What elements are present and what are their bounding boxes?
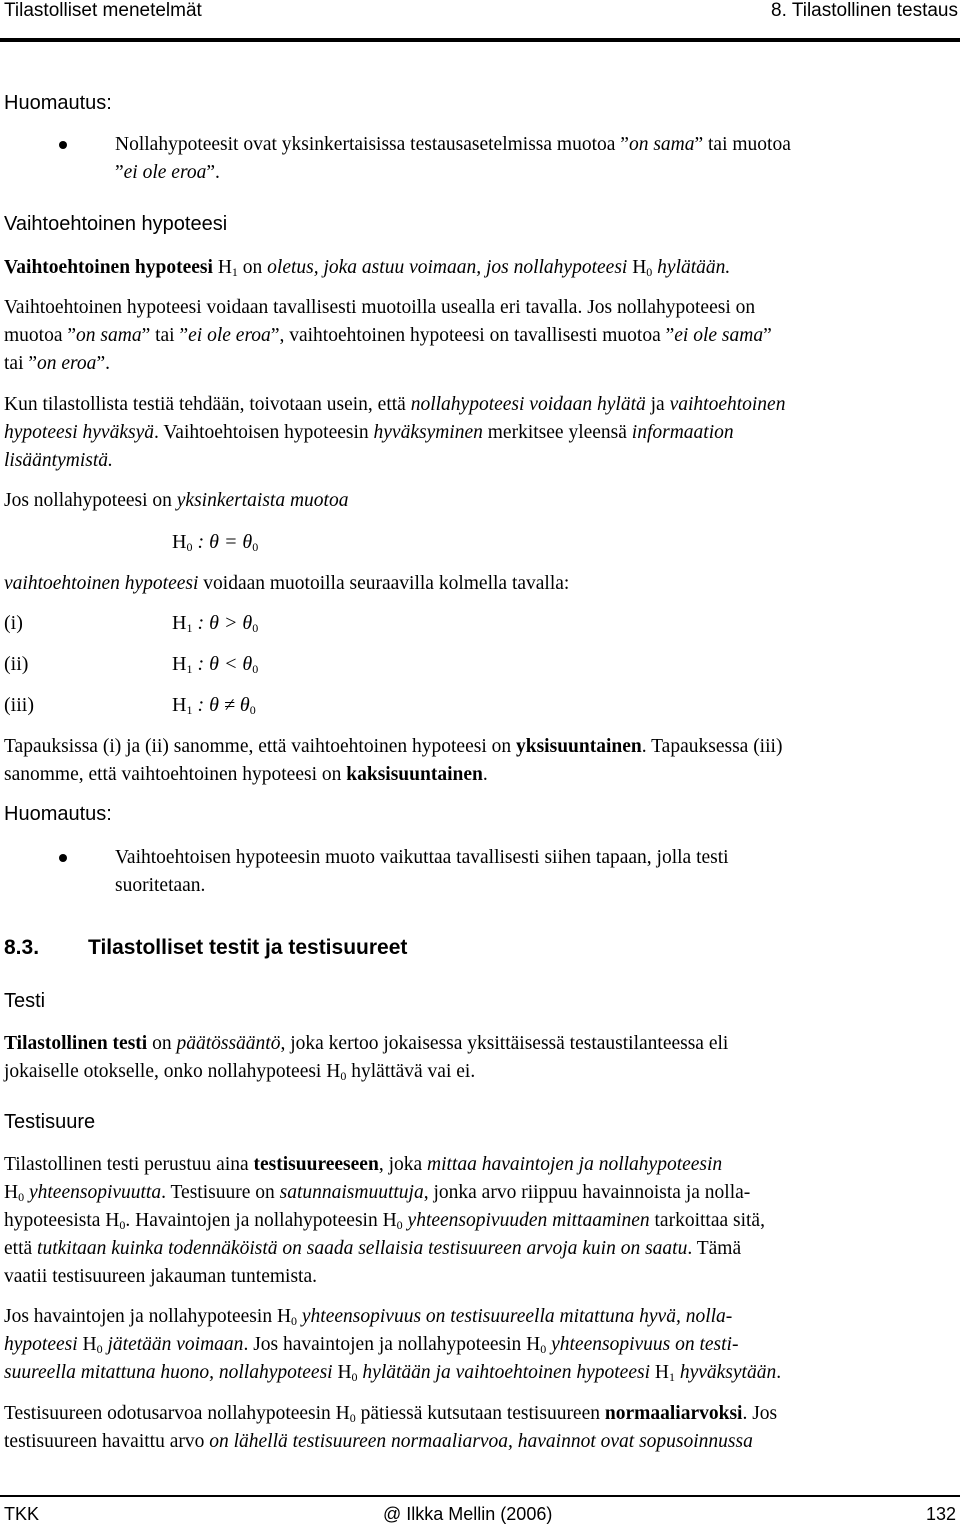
- testisuure-paragraph-1: Tilastollinen testi perustuu aina testisuureeseen, joka mittaa havaintojen ja nollahypoteesin $H_0$ yhteensopivuutta. Testisuure on satunnaismuuttuja, jonka arvo riippuu havainnoista ja nolla- hypoteesista $H_0$. Havaintojen ja nollahypoteesin $H_0$ yhteensopivuuden mittaaminen tarkoittaa sitä, että tutkitaan kuinka todennäköistä on saada sellaisia testisuureen arvoja kuin on saatu. Tämä vaatii testisuureen jakauman tuntemista.: [4, 1154, 765, 1287]
- note-title: Huomautus:: [4, 92, 112, 114]
- case-equation: $H_1$ : $\theta > \theta_0$: [172, 612, 259, 635]
- header-left: Tilastolliset menetelmät: [4, 0, 202, 21]
- note-bullet-text: Vaihtoehtoisen hypoteesin muoto vaikuttaa tavallisesti siihen tapaan, jolla testi suoritetaan.: [115, 847, 729, 896]
- subheading-testi: Testi: [4, 990, 46, 1012]
- testisuure-paragraph-3: Testisuureen odotusarvoa nollahypoteesin $H_0$ pätiessä kutsutaan testisuureen normaaliarvoksi. Jos testisuureen havaittu arvo on lähellä testisuureen normaaliarvoa, havainnot ovat sopusoinnussa: [4, 1403, 778, 1452]
- alt-paragraph-goal: Kun tilastollista testiä tehdään, toivotaan usein, että nollahypoteesi voidaan hylätä ja vaihtoehtoinen hypoteesi hyväksyä. Vaihtoehtoisen hypoteesin hyväksyminen merkitsee yleensä informaation lisääntymistä.: [4, 394, 786, 471]
- note-bullet-text: Nollahypoteesit ovat yksinkertaisissa testausasetelmissa muotoa ”on sama” tai muotoa ”ei ole eroa”.: [115, 134, 791, 183]
- section-heading-alternative: Vaihtoehtoinen hypoteesi: [4, 213, 228, 235]
- header-rule: [0, 38, 960, 42]
- testisuure-paragraph-2: Jos havaintojen ja nollahypoteesin $H_0$ yhteensopivuus on testisuureella mitattuna hyvä, nolla- hypoteesi $H_0$ jätetään voimaan. Jos havaintojen ja nollahypoteesin $H_0$ yhteensopivuus on testi- suureella mitattuna huono, nollahypoteesi $H_0$ hylätään ja vaihtoehtoinen hypoteesi $H_1$ hyväksytään.: [4, 1306, 782, 1384]
- header-right: 8. Tilastollinen testaus: [771, 0, 958, 21]
- section-number: 8.3.: [4, 936, 40, 959]
- bullet-icon: [59, 854, 67, 862]
- alt-paragraph-three-ways: vaihtoehtoinen hypoteesi voidaan muotoilla seuraavilla kolmella tavalla:: [4, 573, 570, 594]
- case-equation: $H_1$ : $\theta < \theta_0$: [172, 653, 259, 676]
- case-label: (i): [4, 612, 23, 634]
- section-title: Tilastolliset testit ja testisuureet: [88, 936, 408, 959]
- testi-paragraph: Tilastollinen testi on päätössääntö, joka kertoo jokaisessa yksittäisessä testaustilanteessa eli jokaiselle otokselle, onko nollahypoteesi $H_0$ hylättävä vai ei.: [4, 1033, 729, 1083]
- subheading-testisuure: Testisuure: [4, 1111, 96, 1133]
- note-title: Huomautus:: [4, 803, 112, 825]
- case-label: (ii): [4, 653, 29, 675]
- page-number: 132: [925, 1504, 956, 1524]
- case-equation: $H_1$ : $\theta \ne \theta_0$: [172, 694, 256, 717]
- alt-paragraph-forms: Vaihtoehtoinen hypoteesi voidaan tavallisesti muotoilla usealla eri tavalla. Jos nollahypoteesi on muotoa ”on sama” tai ”ei ole eroa”, vaihtoehtoinen hypoteesi on tavallisesti muotoa ”ei ole sama” tai ”on eroa”.: [4, 297, 772, 374]
- alt-paragraph-directions: Tapauksissa (i) ja (ii) sanomme, että vaihtoehtoinen hypoteesi on yksisuuntainen. Tapauksessa (iii) sanomme, että vaihtoehtoinen hypoteesi on kaksisuuntainen.: [4, 736, 783, 785]
- case-label: (iii): [4, 694, 34, 716]
- alt-paragraph-simple: Jos nollahypoteesi on yksinkertaista muotoa: [4, 490, 349, 511]
- footer-rule: [0, 1495, 960, 1497]
- footer-left: TKK: [4, 1504, 40, 1524]
- footer-center: @ Ilkka Mellin (2006): [383, 1504, 553, 1524]
- h0-equation: $H_0$ : $\theta = \theta_0$: [172, 531, 259, 554]
- alt-definition: Vaihtoehtoinen hypoteesi $H_1$ on oletus, joka astuu voimaan, jos nollahypoteesi $H_0$ hylätään.: [4, 257, 731, 279]
- bullet-icon: [59, 141, 67, 149]
